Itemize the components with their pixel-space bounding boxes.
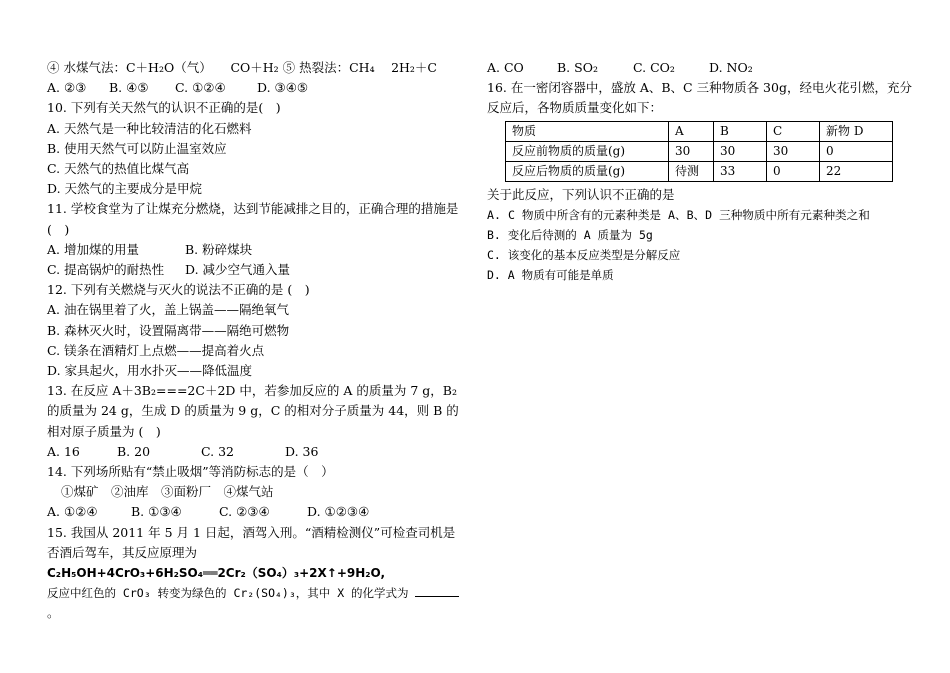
q12-option-b: B. 森林灭火时，设置隔离带——隔绝可燃物 [47,322,290,338]
table-cell: 反应后物质的质量(g) [506,161,669,181]
q11-stem: 11. 学校食堂为了让煤充分燃烧，达到节能减排之目的，正确合理的措施是 ( ) [47,201,459,237]
q15-tail-text: 反应中红色的 CrO₃ 转变为绿色的 Cr₂(SO₄)₃，其中 X 的化学式为 [47,586,409,601]
table-cell: 30 [767,141,820,161]
q9-options [47,78,467,98]
q11-option-a: A. 增加煤的用量 [47,241,139,257]
table-cell: 30 [714,141,767,161]
q11-option-d: D. 减少空气通入量 [185,262,291,278]
table-header-cell: 新物 D [820,121,893,141]
q9-method-line: ④ 水煤气法：C＋H₂O（气） CO＋H₂ ⑤ 热裂法：CH₄ 2H₂＋C [47,60,437,75]
q11-options-row1 [47,240,467,260]
q15-question-line [47,583,467,603]
q13-stem: 13. 在反应 A＋3B₂===2C＋2D 中，若参加反应的 A 的质量为 7 g，B₂的质量为 24 g，生成 D 的质量为 9 g，C 的相对分子质量为 44，则 B 的相对原子质量为 ( ) [47,383,459,439]
q10-option-c: C. 天然气的热值比煤气高 [47,161,190,177]
q10-stem: 10. 下列有关天然气的认识不正确的是( ) [47,100,281,116]
q13-option-d: D. 36 [285,443,319,459]
table-header-cell: C [767,121,820,141]
q11-option-c: C. 提高锅炉的耐热性 [47,262,165,278]
q14-option-c: C. ②③④ [219,504,270,520]
q16-stem: 16. 在一密闭容器中，盛放 A、B、C 三种物质各 30g，经电火花引燃，充分反应后，各物质质量变化如下： [487,80,912,116]
q14-option-a: A. ①②④ [47,504,98,520]
left-column [47,58,467,624]
q10-option-d: D. 天然气的主要成分是甲烷 [47,181,203,197]
q14-option-d: D. ①②③④ [307,504,370,520]
q16-option-a: A. C 物质中所含有的元素种类是 A、B、D 三种物质中所有元素种类之和 [487,207,870,222]
option-d: D. ③④⑤ [257,80,309,96]
table-cell: 0 [820,141,893,161]
option-a: A. ②③ [47,80,87,96]
q12-option-d: D. 家具起火，用水扑灭——降低温度 [47,363,253,379]
table-cell: 待测 [669,161,714,181]
q15-option-b: B. SO₂ [557,60,598,75]
table-row [506,141,893,161]
q13-option-c: C. 32 [201,443,234,459]
q10-option-b: B. 使用天然气可以防止温室效应 [47,140,227,156]
q11-option-b: B. 粉碎煤块 [185,241,253,257]
q14-options [47,502,467,522]
table-cell: 0 [767,161,820,181]
q12-option-a: A. 油在锅里着了火，盖上锅盖——隔绝氧气 [47,302,289,318]
q13-option-b: B. 20 [117,443,151,459]
q15-stem: 15. 我国从 2011 年 5 月 1 日起，酒驾入刑。“酒精检测仪”可检查司机是否酒后驾车，其反应原理为 [47,524,456,560]
table-row [506,161,893,181]
table-cell: 22 [820,161,893,181]
answer-blank[interactable] [415,584,459,597]
option-b: B. ④⑤ [109,80,149,96]
mass-change-table [505,121,893,182]
q10-option-a: A. 天然气是一种比较清洁的化石燃料 [47,120,252,136]
table-cell: 反应前物质的质量(g) [506,141,669,161]
q15-end: 。 [47,605,60,621]
table-cell: 33 [714,161,767,181]
q15-options [487,58,912,78]
q14-stem: 14. 下列场所贴有“禁止吸烟”等消防标志的是（ ） [47,464,334,480]
right-column [487,58,912,286]
q14-option-b: B. ①③④ [131,504,182,520]
table-cell: 30 [669,141,714,161]
table-header-cell: 物质 [506,121,669,141]
q12-stem: 12. 下列有关燃烧与灭火的说法不正确的是 ( ) [47,282,310,298]
option-c: C. ①②④ [175,80,226,96]
q15-option-c: C. CO₂ [633,60,675,75]
q15-option-a: A. CO [487,60,524,75]
q13-option-a: A. 16 [47,443,80,459]
table-header-cell: B [714,121,767,141]
q13-options [47,442,467,462]
q16-option-b: B. 变化后待测的 A 质量为 5g [487,228,653,243]
table-header-row [506,121,893,141]
q16-option-d: D. A 物质有可能是单质 [487,268,614,283]
q15-equation: C₂H₅OH+4CrO₃+6H₂SO₄══2Cr₂（SO₄）₃+2X↑+9H₂O, [47,566,386,581]
q16-question: 关于此反应，下列认识不正确的是 [487,186,675,202]
q11-options-row2 [47,260,467,280]
q12-option-c: C. 镁条在酒精灯上点燃——提高着火点 [47,342,265,358]
q15-option-d: D. NO₂ [709,60,753,75]
q16-option-c: C. 该变化的基本反应类型是分解反应 [487,248,681,263]
table-header-cell: A [669,121,714,141]
q14-places: ①煤矿 ②油库 ③面粉厂 ④煤气站 [61,484,274,500]
